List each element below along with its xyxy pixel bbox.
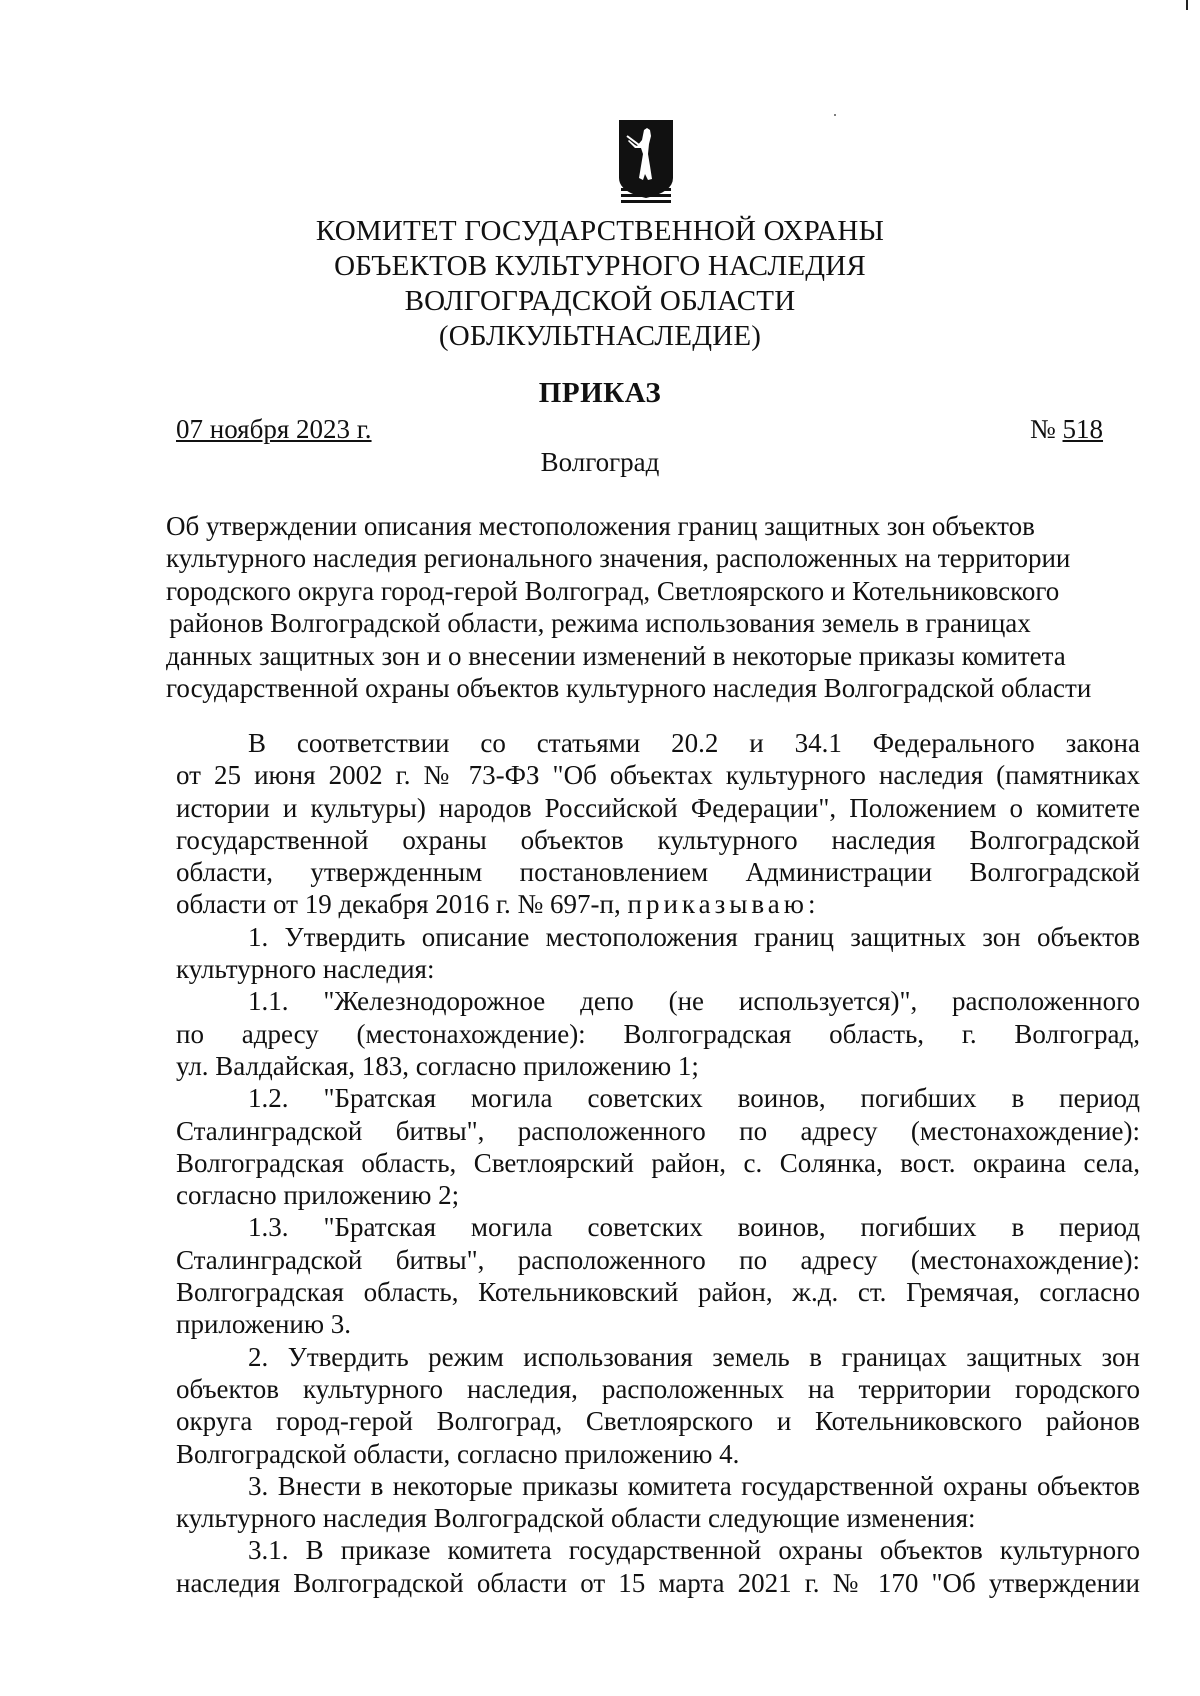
body-line: ул. Валдайская, 183, согласно приложению 1;: [176, 1050, 699, 1081]
number-prefix: №: [1030, 414, 1063, 444]
title-line: культурного наследия регионального значения, расположенных на территории: [166, 543, 1071, 574]
body-line: 1.1. "Железнодорожное депо (не используется)", расположенного: [248, 986, 1140, 1017]
body-line: округа город-герой Волгоград, Светлоярского и Котельниковского районов: [176, 1406, 1140, 1437]
header-line: (ОБЛКУЛЬТНАСЛЕДИЕ): [438, 320, 762, 352]
body-line: Волгоградской области, согласно приложению 4.: [176, 1438, 740, 1469]
document-title: [166, 510, 1092, 704]
document-type: ПРИКАЗ: [538, 377, 662, 409]
body-line: истории и культуры) народов Российской Федерации", Положением о комитете: [176, 792, 1140, 823]
body-line: государственной охраны объектов культурного наследия Волгоградской: [176, 824, 1140, 855]
organization-header: [300, 214, 900, 354]
body-line: 1.3. "Братская могила советских воинов, погибших в период: [248, 1212, 1140, 1243]
title-line: городского округа город-герой Волгоград, Светлоярского и Котельниковского: [166, 575, 1060, 606]
body-line: области, утвержденным постановлением Администрации Волгоградской: [176, 857, 1140, 888]
document-body: [176, 727, 1140, 1599]
body-line: наследия Волгоградской области от 15 марта 2021 г. № 170 "Об утверждении: [176, 1567, 1140, 1598]
body-line: приложению 3.: [176, 1309, 352, 1340]
title-line: районов Волгоградской области, режима использования земель в границах: [169, 608, 1031, 639]
scan-artifact: [1186, 0, 1188, 10]
number-value: 518: [1062, 414, 1104, 444]
body-line: 2. Утвердить режим использования земель в границах защитных зон: [248, 1341, 1140, 1372]
body-line: объектов культурного наследия, расположенных на территории городского: [176, 1373, 1140, 1404]
body-line: от 25 июня 2002 г. № 73-ФЗ "Об объектах культурного наследия (памятниках: [176, 760, 1140, 791]
header-line: ОБЪЕКТОВ КУЛЬТУРНОГО НАСЛЕДИЯ: [334, 250, 866, 282]
document-number: [1030, 414, 1103, 445]
body-line: 3.1. В приказе комитета государственной охраны объектов культурного: [248, 1535, 1140, 1566]
title-line: данных защитных зон и о внесении изменений в некоторые приказы комитета: [166, 640, 1066, 671]
body-line: культурного наследия:: [176, 954, 435, 985]
body-line: 1. Утвердить описание местоположения границ защитных зон объектов: [248, 921, 1140, 952]
body-line: 3. Внести в некоторые приказы комитета государственной охраны объектов: [248, 1470, 1140, 1501]
body-line: по адресу (местонахождение): Волгоградская область, г. Волгоград,: [176, 1018, 1140, 1049]
body-line: 1.2. "Братская могила советских воинов, погибших в период: [248, 1083, 1140, 1114]
body-line: [176, 888, 1140, 920]
header-line: КОМИТЕТ ГОСУДАРСТВЕННОЙ ОХРАНЫ: [315, 215, 885, 247]
order-word: приказываю:: [627, 889, 820, 920]
body-line: культурного наследия Волгоградской области следующие изменения:: [176, 1503, 976, 1534]
header-line: ВОЛГОГРАДСКОЙ ОБЛАСТИ: [404, 285, 796, 317]
document-date: 07 ноября 2023 г.: [176, 414, 372, 444]
volgograd-emblem-icon: [617, 118, 675, 208]
body-line: В соответствии со статьями 20.2 и 34.1 Федерального закона: [248, 728, 1140, 758]
body-line: согласно приложению 2;: [176, 1180, 460, 1211]
document-city: Волгоград: [540, 447, 660, 477]
title-line: Об утверждении описания местоположения границ защитных зон объектов: [166, 511, 1035, 541]
body-line: Сталинградской битвы", расположенного по адресу (местонахождение):: [176, 1115, 1140, 1146]
body-text: области от 19 декабря 2016 г. № 697-п,: [176, 889, 621, 920]
body-line: Волгоградская область, Светлоярский район, с. Солянка, вост. окраина села,: [176, 1147, 1140, 1178]
body-line: Сталинградской битвы", расположенного по адресу (местонахождение):: [176, 1244, 1140, 1275]
scan-artifact-dot: [834, 114, 836, 116]
title-line: государственной охраны объектов культурного наследия Волгоградской области: [166, 673, 1092, 704]
body-line: Волгоградская область, Котельниковский район, ж.д. ст. Гремячая, согласно: [176, 1277, 1140, 1308]
